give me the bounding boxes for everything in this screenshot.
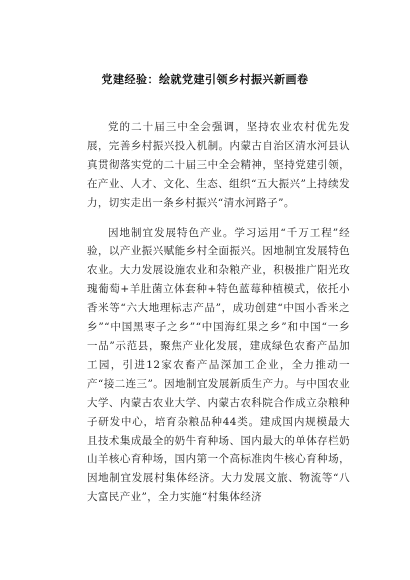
document-body [87,118,350,507]
paragraph-industry: 因地制宜发展特色产业。学习运用“千万工程”经验，以产业振兴赋能乡村全面振兴。因地制宜发展特色农业。大力发展设施农业和杂粮产业，积极推广阳光玫瑰葡萄+羊肚菌立体套种+特色蓝莓种植模式，依托小香米等“六大地理标志产品”，成功创建“中国小香米之乡”“中国黑枣子之乡”“中国海红果之乡”和中国“一乡一品”示范县，聚焦产业化发展，建成绿色农畜产品加工园，引进12家农畜产品深加工企业，全力推动一产“接二连三”。因地制宜发展新质生产力。与中国农业大学、内蒙古农业大学、内蒙古农科院合作成立杂粮种子研发中心，培育杂粮品种44类。建成国内规模最大且技术集成最全的奶牛育种场、国内最大的单体存栏奶山羊核心育种场，国内第一个高标准肉牛核心育种场，因地制宜发展村集体经济。大力发展文旅、物流等“八大富民产业”，全力实施“村集体经济 [87,226,350,504]
paragraph-intro: 党的二十届三中全会强调，坚持农业农村优先发展，完善乡村振兴投入机制。内蒙古自治区清水河县认真贯彻落实党的二十届三中全会精神，坚持党建引领，在产业、人才、文化、生态、组织“五大振兴”上持续发力，切实走出一条乡村振兴“清水河路子”。 [87,121,350,209]
document-title: 党建经验：绘就党建引领乡村振兴新画卷 [101,73,309,86]
